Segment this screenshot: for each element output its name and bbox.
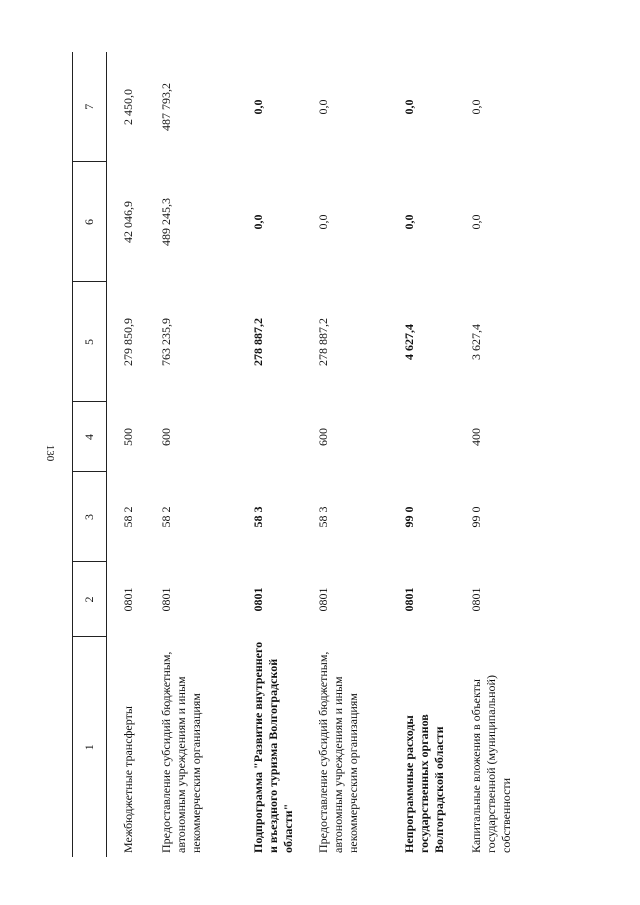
amount-col7: 487 793,2 <box>159 83 173 131</box>
row-name: Межбюджетные трансферты <box>121 706 135 853</box>
table-row <box>390 52 457 857</box>
amount-col5: 3 627,4 <box>469 324 483 360</box>
section-code: 0801 <box>469 587 483 612</box>
row-name: Подпрограмма "Развитие внутреннего и въездного туризма Волгоградской области" <box>251 641 295 853</box>
rotated-table-frame <box>72 52 582 857</box>
section-code: 0801 <box>316 587 330 612</box>
budget-table-sheet <box>72 52 582 857</box>
section-code: 0801 <box>159 587 173 612</box>
column-header-7: 7 <box>73 52 107 162</box>
row-name: Капитальные вложения в объекты государственной (муниципальной) собственности <box>469 675 513 853</box>
table-row <box>237 52 306 857</box>
expense-type-code: 600 <box>316 428 330 446</box>
expense-type-code <box>390 402 457 472</box>
amount-col5: 279 850,9 <box>121 318 135 366</box>
amount-col7: 0,0 <box>402 99 416 115</box>
table-row <box>151 52 237 857</box>
row-name: Предоставление субсидий бюджетным, автономным учреждениям и иным некоммерческим организациям <box>159 651 203 853</box>
amount-col6: 0,0 <box>469 214 483 230</box>
expense-type-code <box>237 402 306 472</box>
program-code: 99 0 <box>402 506 416 528</box>
column-header-4: 4 <box>73 402 107 472</box>
column-header-6: 6 <box>73 162 107 282</box>
program-code: 99 0 <box>469 506 483 528</box>
section-code: 0801 <box>121 587 135 612</box>
column-header-1: 1 <box>73 637 107 857</box>
header-row <box>73 52 107 857</box>
amount-col7: 0,0 <box>251 99 265 115</box>
table-row <box>457 52 529 857</box>
amount-col6: 0,0 <box>316 214 330 230</box>
section-code: 0801 <box>251 587 265 612</box>
program-code: 58 2 <box>159 506 173 528</box>
amount-col5: 763 235,9 <box>159 318 173 366</box>
expense-type-code: 400 <box>469 428 483 446</box>
table-row <box>306 52 390 857</box>
expense-type-code: 500 <box>121 428 135 446</box>
expense-type-code: 600 <box>159 428 173 446</box>
amount-col6: 0,0 <box>402 214 416 230</box>
amount-col5: 4 627,4 <box>402 324 416 360</box>
amount-col7: 2 450,0 <box>121 89 135 125</box>
amount-col7: 0,0 <box>316 99 330 115</box>
amount-col5: 278 887,2 <box>316 318 330 366</box>
amount-col7: 0,0 <box>469 99 483 115</box>
amount-col6: 489 245,3 <box>159 198 173 246</box>
program-code: 58 3 <box>251 506 265 528</box>
program-code: 58 2 <box>121 506 135 528</box>
column-header-3: 3 <box>73 472 107 562</box>
table-row <box>107 52 152 857</box>
page-number: 130 <box>44 444 56 462</box>
column-header-5: 5 <box>73 282 107 402</box>
row-name: Непрограммные расходы государственных органов Волгоградской области <box>402 714 446 853</box>
program-code: 58 3 <box>316 506 330 528</box>
amount-col5: 278 887,2 <box>251 318 265 366</box>
column-header-2: 2 <box>73 562 107 637</box>
amount-col6: 0,0 <box>251 214 265 230</box>
budget-table <box>72 52 529 857</box>
row-name: Предоставление субсидий бюджетным, автономным учреждениям и иным некоммерческим организациям <box>316 651 360 853</box>
section-code: 0801 <box>402 587 416 612</box>
amount-col6: 42 046,9 <box>121 201 135 243</box>
